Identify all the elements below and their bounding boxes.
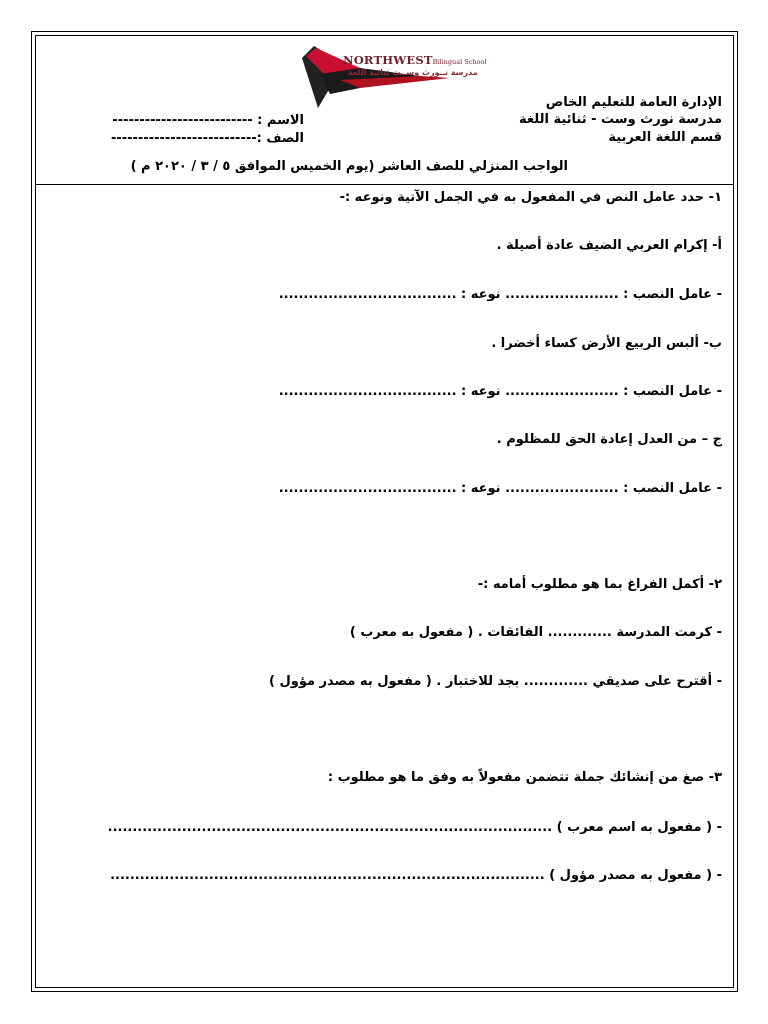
q2-item-1: - كرمت المدرسة ............. الفائقات . ( مفعول به معرب ) [349, 625, 722, 640]
q2-heading: ٢- أكمل الفراغ بما هو مطلوب أمامه :- [477, 577, 722, 592]
header-department: قسم اللغة العربية [608, 130, 722, 145]
logo-text-ar: مدرسة نــورث وســت ثنائية اللغة [348, 68, 478, 77]
q2-item-2: - أقترح على صديقي ............. بجد للاختبار . ( مفعول به مصدر مؤول ) [269, 674, 722, 689]
q1-sentence-c: ج – من العدل إعادة الحق للمظلوم . [496, 432, 722, 447]
q3-item-1: - ( مفعول به اسم معرب ) .......................................................................................... [107, 820, 722, 835]
student-class-field: الصف :--------------------------- [110, 131, 304, 146]
homework-title: الواجب المنزلي للصف العاشر (يوم الخميس الموافق ٥ / ٣ / ٢٠٢٠ م ) [130, 159, 568, 174]
school-logo [300, 44, 490, 110]
header-divider [36, 184, 733, 185]
q1-sentence-b: ب- ألبس الربيع الأرض كساء أخضرا . [491, 336, 722, 351]
student-name-field: الاسم : -------------------------- [112, 113, 304, 128]
q1-answer-c: - عامل النصب : ....................... نوعه : .................................... [278, 481, 722, 496]
q1-answer-b: - عامل النصب : ....................... نوعه : .................................... [278, 384, 722, 399]
q1-sentence-a: أ- إكرام العربي الضيف عادة أصيلة . [496, 238, 722, 253]
q1-answer-a: - عامل النصب : ....................... نوعه : .................................... [278, 287, 722, 302]
q3-item-2: - ( مفعول به مصدر مؤول ) ........................................................................................ [110, 868, 722, 883]
q3-heading: ٣- صغ من إنشائك جملة تتضمن مفعولاً به وفق ما هو مطلوب : [327, 770, 722, 785]
header-directorate: الإدارة العامة للتعليم الخاص [545, 95, 722, 110]
q1-heading: ١- حدد عامل النص في المفعول به في الجمل الآتية ونوعه :- [339, 190, 722, 205]
page-border-inner [35, 35, 734, 988]
logo-text-en: NORTHWESTBilingual School [343, 53, 487, 67]
header-school: مدرسة نورث وست - ثنائية اللغة [519, 112, 722, 127]
